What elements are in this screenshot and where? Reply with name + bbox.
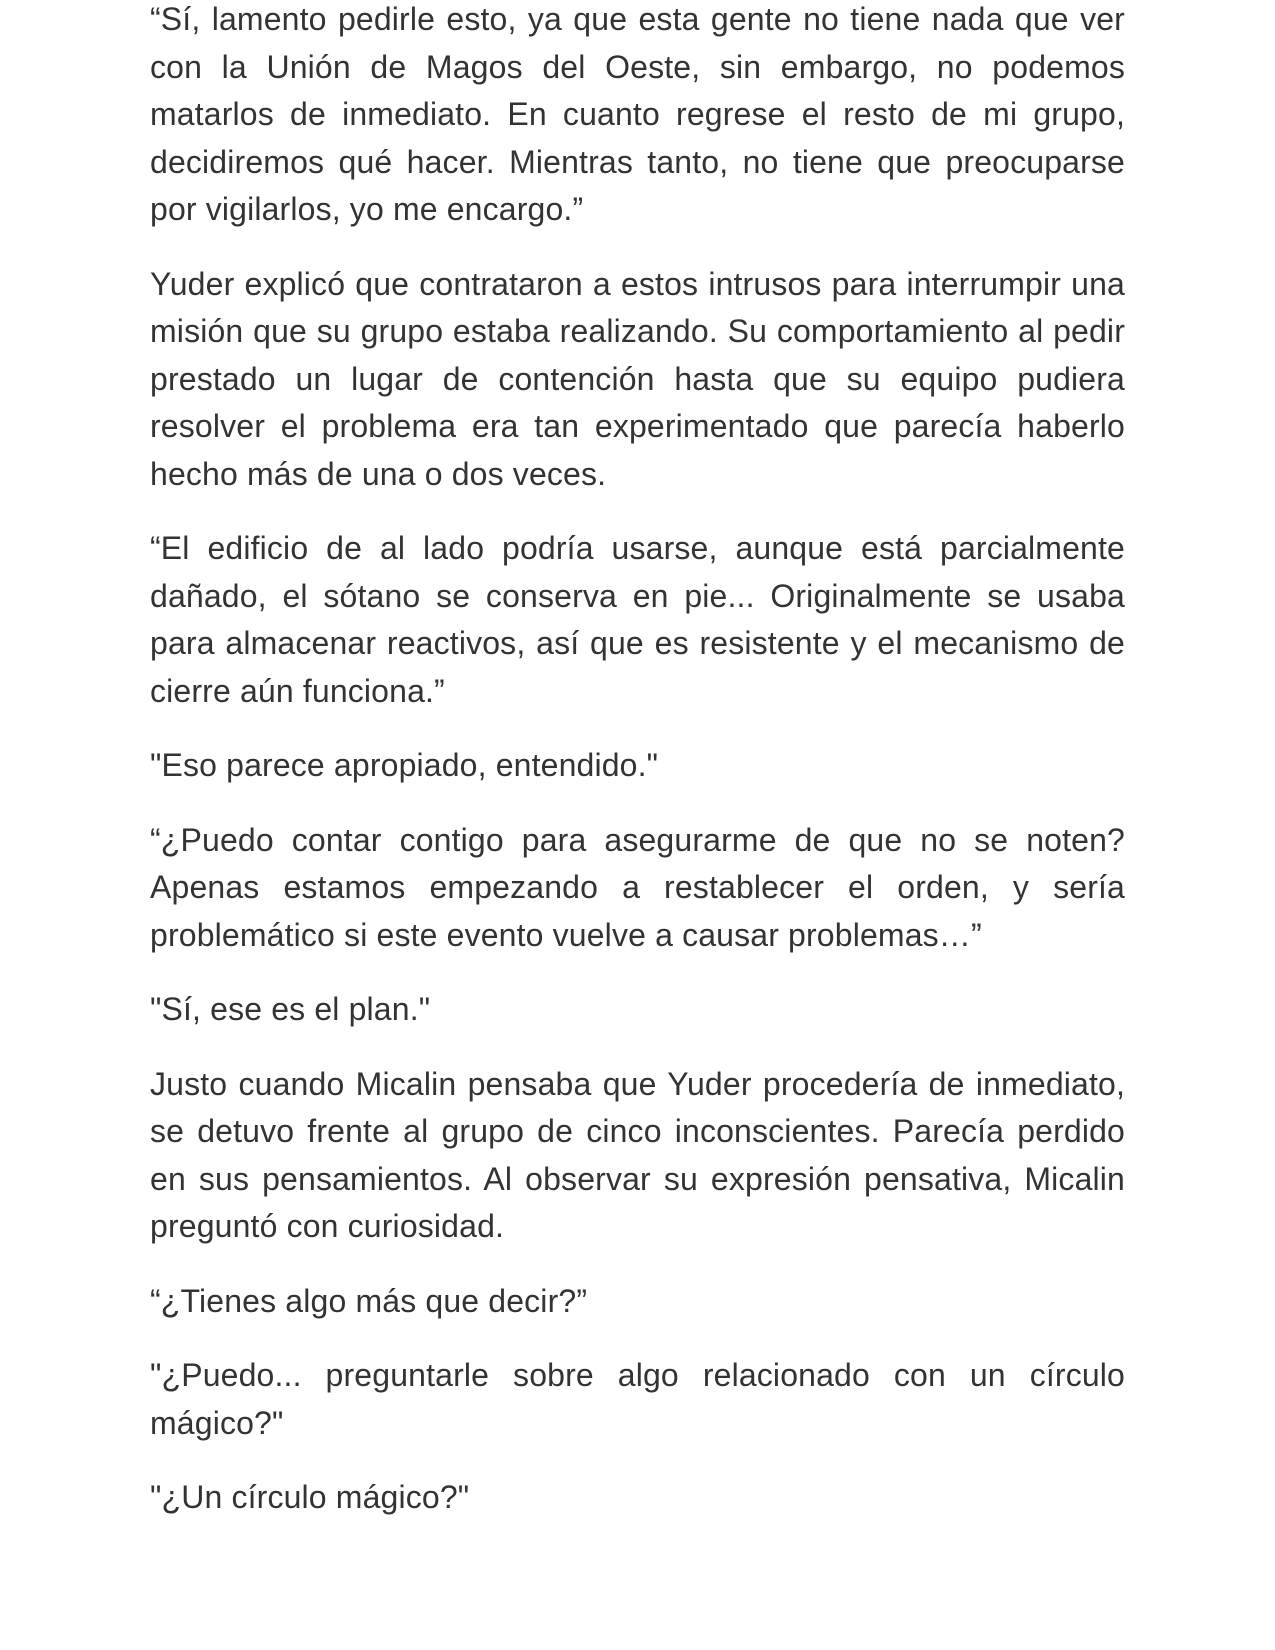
paragraph-6: "Sí, ese es el plan." (150, 991, 431, 1027)
paragraph-1: “Sí, lamento pedirle esto, ya que esta gente no tiene nada que ver con la Unión de Magos del Oeste, sin embargo, no podemos matarlos de inmediato. En cuanto regrese el resto de mi grupo, decidiremos qué hacer. Mientras tanto, no tiene que preocuparse por vigilarlos, yo me encargo.” (150, 1, 1125, 227)
paragraph-8: “¿Tienes algo más que decir?” (150, 1282, 588, 1319)
paragraph-9: "¿Puedo... preguntarle sobre algo relacionado con un círculo mágico?" (150, 1357, 1125, 1441)
paragraph-2: Yuder explicó que contrataron a estos intrusos para interrumpir una misión que su grupo estaba realizando. Su comportamiento al pedir prestado un lugar de contención hasta que su equipo pudiera resolver el problema era tan experimentado que parecía haberlo hecho más de una o dos veces. (150, 265, 1125, 492)
paragraph-5: “¿Puedo contar contigo para asegurarme de que no se noten? Apenas estamos empezando a restablecer el orden, y sería problemático si este evento vuelve a causar problemas…” (150, 821, 1125, 953)
paragraph-3: “El edificio de al lado podría usarse, aunque está parcialmente dañado, el sótano se conserva en pie... Originalmente se usaba para almacenar reactivos, así que es resistente y el mecanismo de cierre aún funciona.” (150, 530, 1125, 709)
paragraph-4: "Eso parece apropiado, entendido." (150, 747, 659, 783)
document-body (150, 0, 1125, 1549)
paragraph-7: Justo cuando Micalin pensaba que Yuder procedería de inmediato, se detuvo frente al grupo de cinco inconscientes. Parecía perdido en sus pensamientos. Al observar su expresión pensativa, Micalin preguntó con curiosidad. (150, 1065, 1125, 1244)
paragraph-10: "¿Un círculo mágico?" (150, 1479, 470, 1515)
